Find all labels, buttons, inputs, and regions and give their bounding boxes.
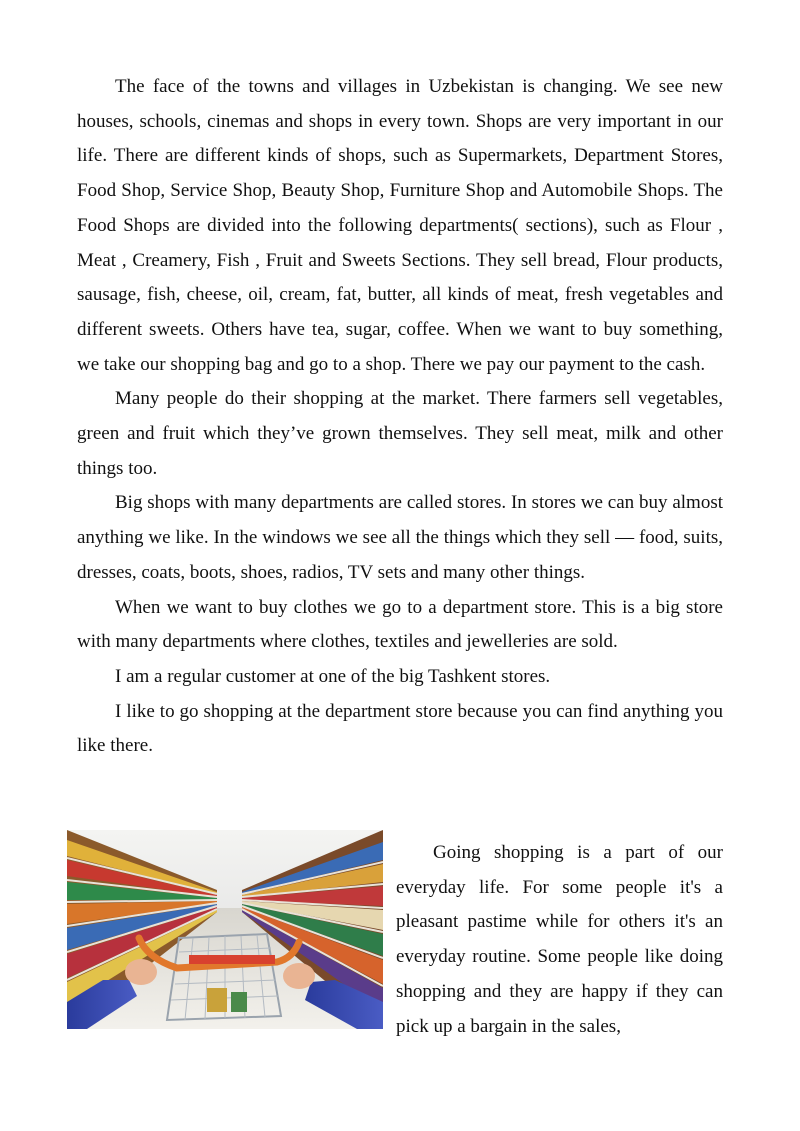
side-text: [396, 836, 723, 1044]
paragraph-3: Big shops with many departments are called stores. In stores we can buy almost anything we like. In the windows we see all the things which they sell — food, suits, dresses, coats, boots, shoes, radios, TV sets and many other things.: [77, 492, 723, 583]
paragraph-1: The face of the towns and villages in Uzbekistan is changing. We see new houses, schools, cinemas and shops in every town. Shops are very important in our life. There are different kinds of shops, such as Supermarkets, Department Stores, Food Shop, Service Shop, Beauty Shop, Furniture Shop and Automobile Shops. The Food Shops are divided into the following departments( sections), such as Flour , Meat , Creamery, Fish , Fruit and Sweets Sections. They sell bread, Flour products, sausage, fish, cheese, oil, cream, fat, butter, all kinds of meat, fresh vegetables and different sweets. Others have tea, sugar, coffee. When we want to buy something, we take our shopping bag and go to a shop. There we pay our payment to the cash.: [77, 76, 723, 375]
paragraph-6: I like to go shopping at the department store because you can find anything you like there.: [77, 700, 723, 757]
paragraph-5: I am a regular customer at one of the big Tashkent stores.: [115, 665, 551, 687]
supermarket-aisle-photo: [67, 830, 383, 1029]
paragraph-4: When we want to buy clothes we go to a department store. This is a big store with many departments where clothes, textiles and jewelleries are sold.: [77, 596, 723, 653]
paragraph-2: Many people do their shopping at the market. There farmers sell vegetables, green and fruit which they’ve grown themselves. They sell meat, milk and other things too.: [77, 388, 723, 479]
body-text: [77, 70, 723, 764]
side-paragraph: Going shopping is a part of our everyday life. For some people it's a pleasant pastime while for others it's an everyday routine. Some people like doing shopping and they are happy if they can pick up a bargain in the sales,: [396, 842, 723, 1037]
